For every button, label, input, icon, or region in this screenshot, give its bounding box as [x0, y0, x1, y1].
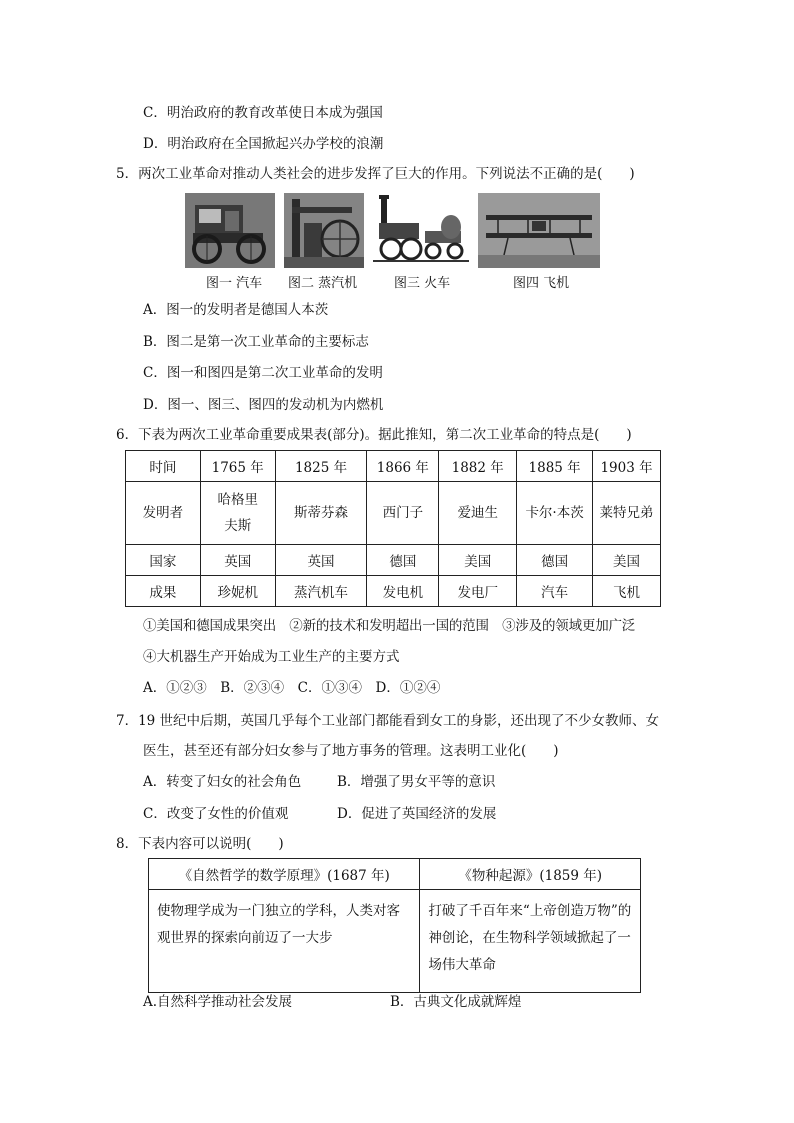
q7-stem-line-2: 医生，甚至还有部分妇女参与了地方事务的管理。这表明工业化( )	[143, 743, 559, 759]
cell-text: 哈格里夫斯	[217, 492, 258, 534]
q8-comparison-table	[148, 858, 641, 993]
table-cell: 成果	[126, 576, 201, 607]
table-row	[126, 451, 661, 482]
q7-stem-line-1: 7．19 世纪中后期，英国几乎每个工业部门都能看到女工的身影，还出现了不少女教师、女	[116, 713, 660, 729]
table-cell: 飞机	[593, 576, 661, 607]
q6-stem: 6．下表为两次工业革命重要成果表(部分)。据此推知，第二次工业革命的特点是( )	[116, 427, 632, 443]
table-cell: 爱迪生	[439, 482, 517, 545]
q4-option-c: C．明治政府的教育改革使日本成为强国	[143, 105, 383, 121]
table-cell: 汽车	[517, 576, 593, 607]
q6-results-table	[125, 450, 661, 607]
table-cell: 蒸汽机车	[275, 576, 367, 607]
table-cell: 美国	[593, 545, 661, 576]
table-cell: 国家	[126, 545, 201, 576]
figure-steam-engine-image	[284, 193, 364, 268]
table-cell	[200, 482, 275, 545]
q7-option-c: C．改变了女性的价值观	[143, 806, 289, 822]
table-row	[126, 576, 661, 607]
table-cell: 德国	[367, 545, 439, 576]
q8-option-a: A.自然科学推动社会发展	[143, 994, 293, 1010]
table-cell: 1885 年	[517, 451, 593, 482]
q6-options: A．①②③ B．②③④ C．①③④ D．①②④	[143, 680, 441, 696]
table-cell: 1866 年	[367, 451, 439, 482]
q4-option-d: D．明治政府在全国掀起兴办学校的浪潮	[143, 136, 384, 152]
cell-text: 卡尔·本茨	[525, 505, 584, 521]
q7-option-a: A．转变了妇女的社会角色	[143, 774, 302, 790]
table-cell: 英国	[200, 545, 275, 576]
table-cell: 德国	[517, 545, 593, 576]
q5-stem: 5．两次工业革命对推动人类社会的进步发挥了巨大的作用。下列说法不正确的是( )	[116, 166, 635, 182]
q6-statements-line-1: ①美国和德国成果突出 ②新的技术和发明超出一国的范围 ③涉及的领域更加广泛	[143, 618, 636, 634]
table-cell: 发电机	[367, 576, 439, 607]
q6-statements-line-2: ④大机器生产开始成为工业生产的主要方式	[143, 649, 400, 665]
table-cell: 1825 年	[275, 451, 367, 482]
table-cell: 1903 年	[593, 451, 661, 482]
table-cell: 发明者	[126, 482, 201, 545]
table-row	[126, 482, 661, 545]
table-cell: 英国	[275, 545, 367, 576]
table-row	[149, 890, 641, 993]
q5-option-b: B．图二是第一次工业革命的主要标志	[143, 334, 369, 350]
table-cell: 美国	[439, 545, 517, 576]
figure-car-image	[185, 193, 275, 268]
table-cell: 1765 年	[200, 451, 275, 482]
table-cell: 斯蒂芬森	[275, 482, 367, 545]
figure-4-caption: 图四 飞机	[513, 276, 570, 291]
table-cell-right: 打破了千百年来“上帝创造万物”的神创论，在生物科学领域掀起了一场伟大革命	[420, 890, 641, 993]
figure-airplane-image	[478, 193, 600, 268]
table-cell: 莱特兄弟	[593, 482, 661, 545]
q7-option-b: B．增强了男女平等的意识	[337, 774, 496, 790]
table-cell: 珍妮机	[200, 576, 275, 607]
q7-option-d: D．促进了英国经济的发展	[337, 806, 497, 822]
table-cell: 1882 年	[439, 451, 517, 482]
q5-option-c: C．图一和图四是第二次工业革命的发明	[143, 365, 383, 381]
q8-stem: 8．下表内容可以说明( )	[116, 836, 284, 852]
table-cell-left: 使物理学成为一门独立的学科，人类对客观世界的探索向前迈了一大步	[149, 890, 420, 993]
q5-option-d: D．图一、图三、图四的发动机为内燃机	[143, 397, 384, 413]
figure-1-caption: 图一 汽车	[206, 276, 263, 291]
q8-option-b: B．古典文化成就辉煌	[390, 994, 522, 1010]
table-cell: 西门子	[367, 482, 439, 545]
table-row	[149, 859, 641, 890]
figure-train-image	[373, 193, 469, 268]
table-header-right: 《物种起源》(1859 年)	[420, 859, 641, 890]
table-row	[126, 545, 661, 576]
table-cell: 时间	[126, 451, 201, 482]
figure-2-caption: 图二 蒸汽机	[288, 276, 358, 291]
table-cell: 发电厂	[439, 576, 517, 607]
q5-option-a: A．图一的发明者是德国人本茨	[143, 302, 329, 318]
figure-3-caption: 图三 火车	[394, 276, 451, 291]
table-cell	[517, 482, 593, 545]
table-header-left: 《自然哲学的数学原理》(1687 年)	[149, 859, 420, 890]
